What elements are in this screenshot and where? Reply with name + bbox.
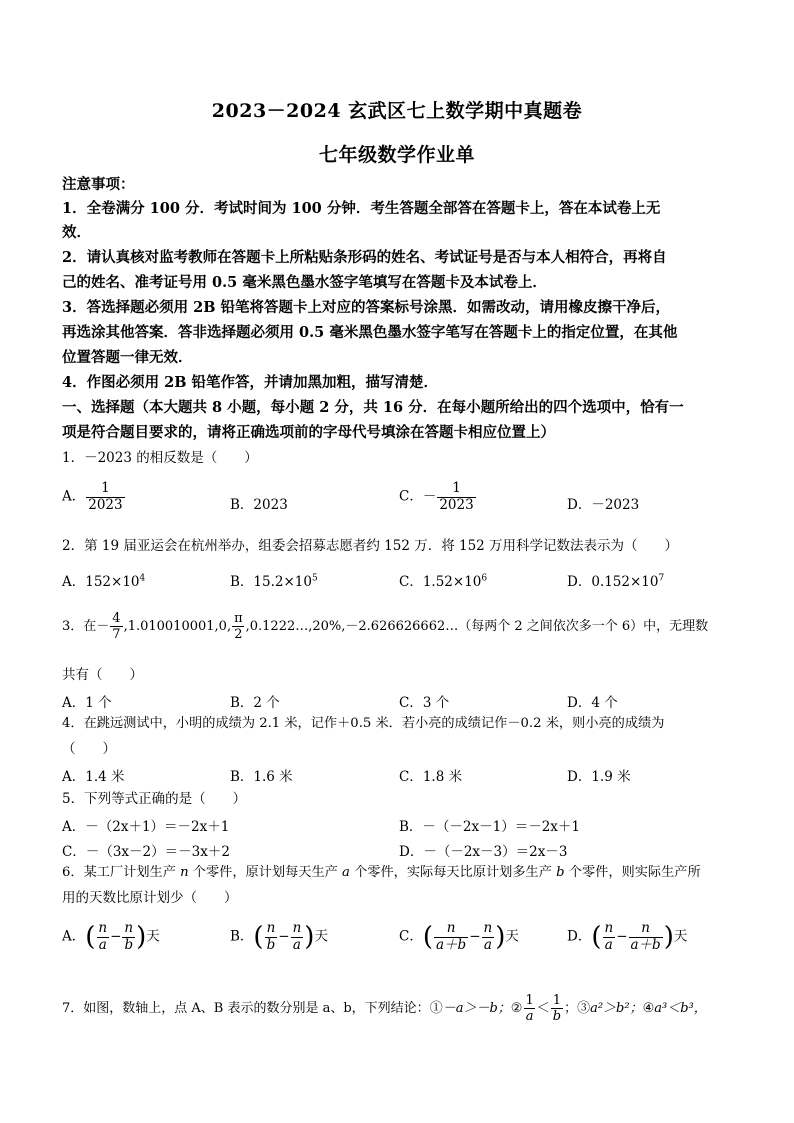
q4-option-a: A．1.4 米 (62, 769, 125, 785)
fraction-numerator: π (234, 611, 243, 626)
q4-option-c: C．1.8 米 (399, 769, 463, 785)
note-1-line-1: 1．全卷满分 100 分．考试时间为 100 分钟．考生答题全部答在答题卡上，答在本试卷上无 (62, 200, 661, 217)
q3-option-a: A．1 个 (62, 695, 112, 711)
q3-middle: ,1.010010001,0, (123, 619, 232, 634)
note-3-line-2: 再选涂其他答案．答非选择题必须用 0.5 毫米黑色墨水签字笔写在答题卡上的指定位置，在其他 (62, 324, 678, 341)
conclusion-4-marker: ④ (642, 1001, 655, 1016)
fraction-denominator: a (292, 936, 301, 953)
q5-option-d: D．－（－2x－3）＝2x－3 (399, 844, 568, 860)
fraction-numerator: n (124, 920, 134, 936)
q1-option-a-fraction (86, 482, 124, 512)
fraction-n-over-b (122, 922, 135, 952)
fraction-denominator: b (552, 1009, 562, 1024)
note-1-line-2: 效． (62, 224, 91, 241)
q6-option-c (399, 922, 519, 952)
unit-label: 天 (146, 928, 160, 945)
q6-stem-line-1 (62, 864, 701, 882)
q1-option-a-label: A． (62, 488, 86, 505)
q5-option-c: C．－（3x－2）＝－3x＋2 (62, 844, 230, 860)
fraction-numerator: n (446, 920, 456, 936)
section-1-line-1: 一、选择题（本大题共 8 小题，每小题 2 分，共 16 分．在每小题所给出的四个选项中，恰有一 (62, 399, 684, 416)
q1-stem: 1．－2023 的相反数是（ ） (62, 450, 258, 466)
fraction-denominator: a (98, 936, 107, 953)
q6-option-c-label: C． (399, 928, 423, 945)
minus-sign: − (469, 928, 481, 945)
note-2-line-2: 己的姓名、准考证号用 0.5 毫米黑色墨水签字笔填写在答题卡及本试卷上． (62, 274, 547, 291)
conclusion-2-end: ； (564, 1001, 578, 1016)
exponent: 7 (658, 573, 665, 584)
fraction-1-over-a (523, 994, 535, 1023)
fraction-denominator: 2 (234, 627, 243, 642)
fraction-denominator: 2023 (88, 496, 123, 513)
q5-option-a: A．－（2x＋1）＝－2x＋1 (62, 819, 230, 835)
q6-text-a: 6．某工厂计划生产 (62, 865, 181, 880)
conclusion-1: －a＞－b； (442, 1001, 511, 1016)
fraction-denominator: 7 (112, 627, 121, 642)
q4-stem-line-2: （ ） (62, 741, 116, 757)
q2-option-b (230, 570, 318, 590)
q3-option-c: C．3 个 (399, 695, 450, 711)
fraction-n-over-b (265, 922, 278, 952)
fraction-n-over-apb (629, 922, 663, 952)
q2-stem: 2．第 19 届亚运会在杭州举办，组委会招募志愿者约 152 万．将 152 万用科学记数法表示为（ ） (62, 538, 679, 554)
exponent: 4 (139, 573, 146, 584)
q2-option-d (567, 570, 664, 590)
q1-option-c-label: C．－ (399, 488, 437, 505)
unit-label: 天 (673, 928, 688, 945)
q7-prefix: 7．如图，数轴上，点 A、B 表示的数分别是 a、b，下列结论： (62, 1001, 430, 1016)
q6-option-d (567, 922, 687, 952)
q6-text-d: 个零件，则实际生产所 (564, 865, 701, 880)
notes-heading: 注意事项： (62, 176, 135, 193)
note-3-line-3: 位置答题一律无效． (62, 349, 193, 366)
q2-option-d-text: D．0.152×10 (567, 574, 659, 590)
q6-text-c: 个零件，实际每天比原计划多生产 (349, 865, 557, 880)
fraction-n-over-a (96, 922, 109, 952)
fraction-denominator: 2023 (439, 496, 474, 513)
fraction-numerator: 1 (101, 480, 110, 496)
q1-option-c-fraction (437, 482, 475, 512)
fraction-n-over-apb (434, 922, 468, 952)
fraction-denominator: b (124, 936, 134, 953)
note-4-line-1: 4．作图必须用 2B 铅笔作答，并请加黑加粗，描写清楚． (62, 374, 439, 391)
fraction-numerator: n (604, 920, 614, 936)
conclusion-1-marker: ① (429, 1001, 443, 1016)
fraction-numerator: 1 (552, 993, 562, 1008)
less-than-sign: ＜ (536, 1001, 550, 1016)
q1-option-a (62, 482, 126, 512)
right-paren: ) (304, 922, 315, 952)
q3-suffix: ,0.1222…,20%,－2.626626662…（每两个 2 之间依次多一个 6）中，无理数 (245, 619, 709, 634)
q7-stem (62, 994, 707, 1023)
fraction-denominator: a (525, 1009, 534, 1024)
q3-stem-line-1 (62, 612, 708, 641)
left-paren: ( (253, 922, 264, 952)
q6-var-b: b (556, 865, 565, 880)
left-paren: ( (422, 922, 433, 952)
unit-label: 天 (505, 928, 519, 945)
minus-sign: − (110, 928, 122, 945)
q6-option-b (230, 922, 328, 952)
minus-sign: − (278, 928, 290, 945)
q6-var-a: a (342, 865, 350, 880)
q4-option-b: B．1.6 米 (230, 769, 293, 785)
exponent: 5 (311, 573, 318, 584)
left-paren: ( (85, 922, 96, 952)
conclusion-3-marker: ③ (577, 1001, 591, 1016)
fraction-n-over-a (602, 922, 615, 952)
fraction-denominator: b (266, 936, 276, 953)
left-paren: ( (591, 922, 602, 952)
fraction-numerator: n (292, 920, 302, 936)
q6-option-b-label: B． (230, 928, 254, 945)
q3-option-d: D．4 个 (567, 695, 618, 711)
conclusion-3: a²＞b²； (590, 1001, 643, 1016)
conclusion-4: a³＜b³， (654, 1001, 707, 1016)
q3-stem-line-2: 共有（ ） (62, 667, 143, 683)
q5-option-b: B．－（－2x－1）＝－2x＋1 (399, 819, 581, 835)
q6-option-a-label: A． (62, 928, 86, 945)
note-2-line-1: 2．请认真核对监考教师在答题卡上所粘贴条形码的姓名、考试证号是否与本人相符合，再将自 (62, 249, 667, 266)
q1-option-d: D．－2023 (567, 497, 640, 513)
fraction-denominator: a (483, 936, 492, 953)
q2-option-c-text: C．1.52×10 (399, 574, 482, 590)
q4-stem-line-1: 4．在跳远测试中，小明的成绩为 2.1 米，记作＋0.5 米．若小亮的成绩记作－0.2 米，则小亮的成绩为 (62, 716, 665, 731)
right-paren: ) (495, 922, 506, 952)
q2-option-a-text: A．152×10 (62, 574, 140, 590)
exponent: 6 (481, 573, 488, 584)
fraction-numerator: 1 (452, 480, 461, 496)
unit-label: 天 (314, 928, 328, 945)
q3-option-b: B．2 个 (230, 695, 280, 711)
right-paren: ) (663, 922, 674, 952)
fraction-n-over-a (482, 922, 495, 952)
exam-title: 2023－2024 玄武区七上数学期中真题卷 (211, 100, 583, 122)
q1-option-c (399, 482, 477, 512)
q6-var-n: n (180, 865, 189, 880)
fraction-1-over-b (551, 994, 563, 1023)
q6-option-d-label: D． (567, 928, 592, 945)
q6-text-b: 个零件，原计划每天生产 (188, 865, 343, 880)
fraction-denominator: a＋b (436, 936, 467, 953)
q2-option-c (399, 570, 487, 590)
conclusion-2-marker: ② (510, 1001, 523, 1016)
q3-fraction-1 (110, 612, 122, 641)
fraction-numerator: 1 (525, 993, 534, 1008)
fraction-denominator: a (604, 936, 613, 953)
q6-stem-line-2: 用的天数比原计划少（ ） (62, 890, 238, 906)
fraction-numerator: n (266, 920, 276, 936)
q3-fraction-2 (232, 612, 245, 641)
exam-subtitle: 七年级数学作业单 (318, 144, 475, 166)
q2-option-b-text: B．15.2×10 (230, 574, 312, 590)
minus-sign: − (616, 928, 628, 945)
note-3-line-1: 3．答选择题必须用 2B 铅笔将答题卡上对应的答案标号涂黑．如需改动，请用橡皮擦干净后， (62, 299, 671, 316)
q6-option-a (62, 922, 160, 952)
fraction-numerator: n (483, 920, 493, 936)
fraction-numerator: 4 (112, 611, 121, 626)
fraction-numerator: n (98, 920, 108, 936)
q1-option-b: B．2023 (230, 497, 288, 513)
q5-stem: 5．下列等式正确的是（ ） (62, 791, 247, 807)
fraction-numerator: n (641, 920, 650, 936)
right-paren: ) (136, 922, 147, 952)
fraction-n-over-a (291, 922, 304, 952)
q4-option-d: D．1.9 米 (567, 769, 631, 785)
q2-option-a (62, 570, 145, 590)
section-1-line-2: 项是符合题目要求的，请将正确选项前的字母代号填涂在答题卡相应位置上） (62, 424, 555, 441)
fraction-denominator: a＋b (630, 936, 661, 953)
q3-prefix: 3．在－ (62, 619, 110, 634)
